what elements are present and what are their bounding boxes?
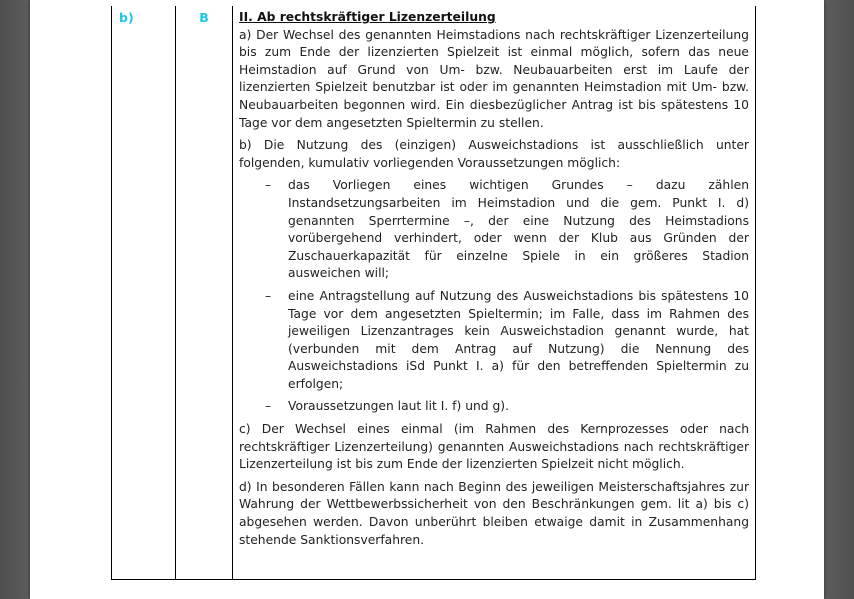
paragraph-d: d) In besonderen Fällen kann nach Beginn des jeweiligen Meisterschaftsjahres zur Wahrung der Wettbewerbssicherheit von den Beschränkungen gem. lit a) bis c) abgesehen werden. Davon unberührt bleiben etwaige damit in Zusammenhang stehende Sanktionsverfahren. [239, 479, 749, 547]
paragraph-b: b) Die Nutzung des (einzigen) Ausweichstadions ist ausschließlich unter folgenden, kumulativ vorliegenden Voraussetzungen möglich: [239, 138, 749, 170]
list-dash: – [265, 178, 272, 193]
category-label-cell [176, 6, 233, 580]
section-label-cell [112, 6, 176, 580]
list-item-text: das Vorliegen eines wichtigen Grundes – dazu zählen Instandsetzungsarbeiten im Heimstadion und die gem. Punkt I. d) genannten Sperrtermine –, der eine Nutzung des Heimstadions vorübergehend verhindert, oder wenn der Klub aus Gründen der Zuschauerkapazität für einzelne Spiele in ein größeres Stadion ausweichen will; [288, 178, 749, 281]
table-row [112, 6, 756, 580]
list-item [239, 288, 749, 394]
list-item-text: eine Antragstellung auf Nutzung des Ausweichstadions bis spätestens 10 Tage vor dem angesetzten Spieltermin; im Falle, dass im Rahmen des jeweiligen Lizenzantrages kein Ausweichstadion genannt wurde, hat (verbunden mit dem Antrag auf Nutzung) die Nennung des Ausweichstadions iSd Punkt I. a) für den betreffenden Spieltermin zu erfolgen; [288, 288, 749, 391]
list-dash: – [265, 399, 272, 414]
paragraph-a: a) Der Wechsel des genannten Heimstadions nach rechtskräftiger Lizenzerteilung bis zum Ende der lizenzierten Spielzeit ist einmal möglich, sofern das neue Heimstadion auf Grund von Um- bzw. Neubauarbeiten erst im Laufe der lizenzierten Spielzeit benutzbar ist oder im genannten Heimstadion mit Um- bzw. Neubauarbeiten begonnen wird. Ein diesbezüglicher Antrag ist bis spätestens 10 Tage vor dem angesetzten Spieltermin zu stellen. [239, 27, 749, 130]
list-item [239, 398, 749, 416]
section-heading: II. Ab rechtskräftiger Lizenzerteilung [239, 10, 496, 24]
paragraph-c: c) Der Wechsel eines einmal (im Rahmen des Kernprozesses oder nach rechtskräftiger Lizenzerteilung) genannten Ausweichstadions nach rechtskräftiger Lizenzerteilung ist bis zum Ende der lizenzierten Spielzeit nicht möglich. [239, 422, 749, 472]
list-dash: – [265, 288, 272, 303]
list-item [239, 177, 749, 283]
section-label: b) [119, 10, 134, 25]
regulation-table [111, 6, 756, 580]
document-page [30, 0, 824, 599]
content-cell [233, 6, 756, 580]
list-item-text: Voraussetzungen laut lit I. f) und g). [288, 399, 510, 414]
requirements-list [239, 177, 749, 416]
category-label: B [199, 10, 209, 25]
